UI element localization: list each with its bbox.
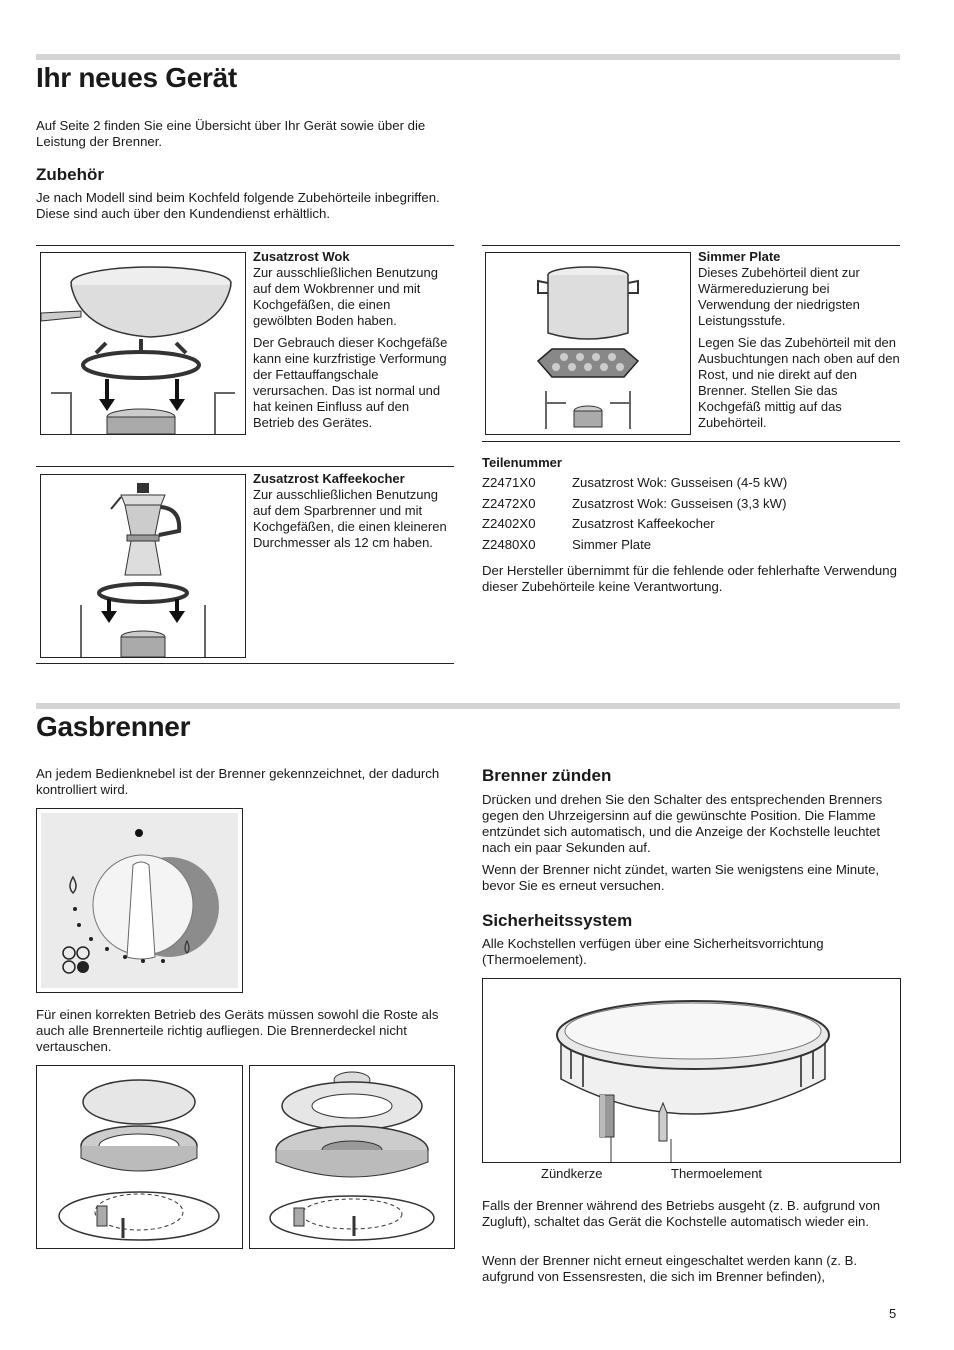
ignite-heading: Brenner zünden (482, 766, 612, 785)
safety-heading: Sicherheitssystem (482, 911, 633, 930)
wok-illustration (40, 252, 246, 435)
knob-illustration (36, 808, 243, 993)
wok-p2: Der Gebrauch dieser Kochgefäße kann eine kurzfristige Verformung der Fettauffangschale verursachen. Das ist normal und hat keinen Einfluss auf den Betrieb des Gerätes. (253, 335, 448, 430)
simmer-description (698, 249, 900, 431)
coffee-title: Zusatzrost Kaffeekocher (253, 471, 405, 486)
after-p2: Wenn der Brenner nicht erneut eingeschaltet werden kann (z. B. aufgrund von Essensresten, die sich im Brenner befinden), (482, 1253, 858, 1284)
part-code: Z2402X0 (482, 516, 536, 531)
section-title-gas-burner: Gasbrenner (36, 711, 191, 742)
table-line (482, 441, 900, 442)
label-spark-plug: Zündkerze (541, 1166, 603, 1181)
simmer-p1: Dieses Zubehörteil dient zur Wärmereduzierung bei Verwendung der niedrigsten Leistungsstufe. (698, 265, 860, 328)
section-rule-top (36, 54, 900, 60)
parts-heading: Teilenummer (482, 455, 562, 470)
wok-image (41, 253, 245, 434)
label-thermocouple: Thermoelement (671, 1166, 763, 1181)
wok-title: Zusatzrost Wok (253, 249, 350, 264)
burner-parts-illustration-2 (249, 1065, 455, 1249)
intro-text: Auf Seite 2 finden Sie eine Übersicht über Ihr Gerät sowie über die Leistung der Brenner. (36, 118, 426, 149)
coffee-illustration (40, 474, 246, 658)
section-title-new-device: Ihr neues Gerät (36, 62, 237, 93)
safety-text: Alle Kochstellen verfügen über eine Sicherheitsvorrichtung (Thermoelement). (482, 936, 824, 967)
ignite-p1: Drücken und drehen Sie den Schalter des entsprechenden Brenners gegen den Uhrzeigersinn auf die gewünschte Position. Die Flamme entzündet sich automatisch, und die Anzeige der Kochstelle leuchtet nach ein paar Sekunden auf. (482, 792, 883, 855)
wok-p1: Zur ausschließlichen Benutzung auf dem Wokbrenner und mit Kochgefäßen, die einen gewölbten Boden haben. (253, 265, 438, 328)
part-desc: Zusatzrost Kaffeekocher (572, 516, 715, 531)
page-number: 5 (889, 1306, 897, 1321)
simmer-plate-image (486, 253, 690, 434)
table-line (482, 245, 900, 246)
section-rule-gas (36, 703, 900, 709)
disclaimer-text: Der Hersteller übernimmt für die fehlende oder fehlerhafte Verwendung dieser Zubehörteile keine Verantwortung. (482, 563, 897, 594)
parts-row (482, 514, 900, 535)
coffee-maker-image (41, 475, 245, 657)
correct-placement-text: Für einen korrekten Betrieb des Geräts müssen sowohl die Roste als auch alle Brennerteile richtig aufliegen. Die Brennerdeckel nicht vertauschen. (36, 1007, 439, 1054)
burner-parts-illustration-1 (36, 1065, 243, 1249)
coffee-description (253, 471, 453, 551)
parts-row (482, 494, 900, 515)
part-code: Z2471X0 (482, 475, 536, 490)
burner-parts-image-1 (37, 1066, 242, 1248)
gas-intro-text: An jedem Bedienknebel ist der Brenner gekennzeichnet, der dadurch kontrolliert wird. (36, 766, 440, 797)
burner-parts-image-2 (250, 1066, 454, 1248)
wok-description (253, 249, 453, 431)
simmer-p2: Legen Sie das Zubehörteil mit den Ausbuchtungen nach oben auf den Rost, und nie direkt auf den Brenner. Stellen Sie das Kochgefäß mittig auf das Zubehörteil. (698, 335, 900, 430)
part-desc: Simmer Plate (572, 536, 652, 552)
thermocouple-illustration (482, 978, 901, 1163)
table-line (36, 663, 454, 664)
accessories-text: Je nach Modell sind beim Kochfeld folgende Zubehörteile inbegriffen. Diese sind auch über den Kundendienst erhältlich. (36, 190, 440, 221)
simmer-illustration (485, 252, 691, 435)
coffee-p1: Zur ausschließlichen Benutzung auf dem Sparbrenner und mit Kochgefäßen, die einen kleineren Durchmesser als 12 cm haben. (253, 487, 447, 550)
part-code: Z2472X0 (482, 495, 536, 511)
parts-row (482, 535, 900, 556)
part-desc: Zusatzrost Wok: Gusseisen (4-5 kW) (572, 475, 788, 490)
parts-row (482, 473, 900, 494)
control-knob-image (37, 809, 242, 992)
thermocouple-image (483, 979, 900, 1162)
table-line (36, 466, 454, 467)
parts-list (482, 473, 900, 555)
part-code: Z2480X0 (482, 536, 536, 552)
accessories-heading: Zubehör (36, 165, 104, 184)
table-line (36, 245, 454, 246)
part-desc: Zusatzrost Wok: Gusseisen (3,3 kW) (572, 495, 787, 511)
after-p1: Falls der Brenner während des Betriebs ausgeht (z. B. aufgrund von Zugluft), schaltet das Gerät die Kochstelle automatisch wieder ein. (482, 1198, 881, 1229)
ignite-p2: Wenn der Brenner nicht zündet, warten Sie wenigstens eine Minute, bevor Sie es erneut versuchen. (482, 862, 880, 893)
simmer-title: Simmer Plate (698, 249, 781, 264)
